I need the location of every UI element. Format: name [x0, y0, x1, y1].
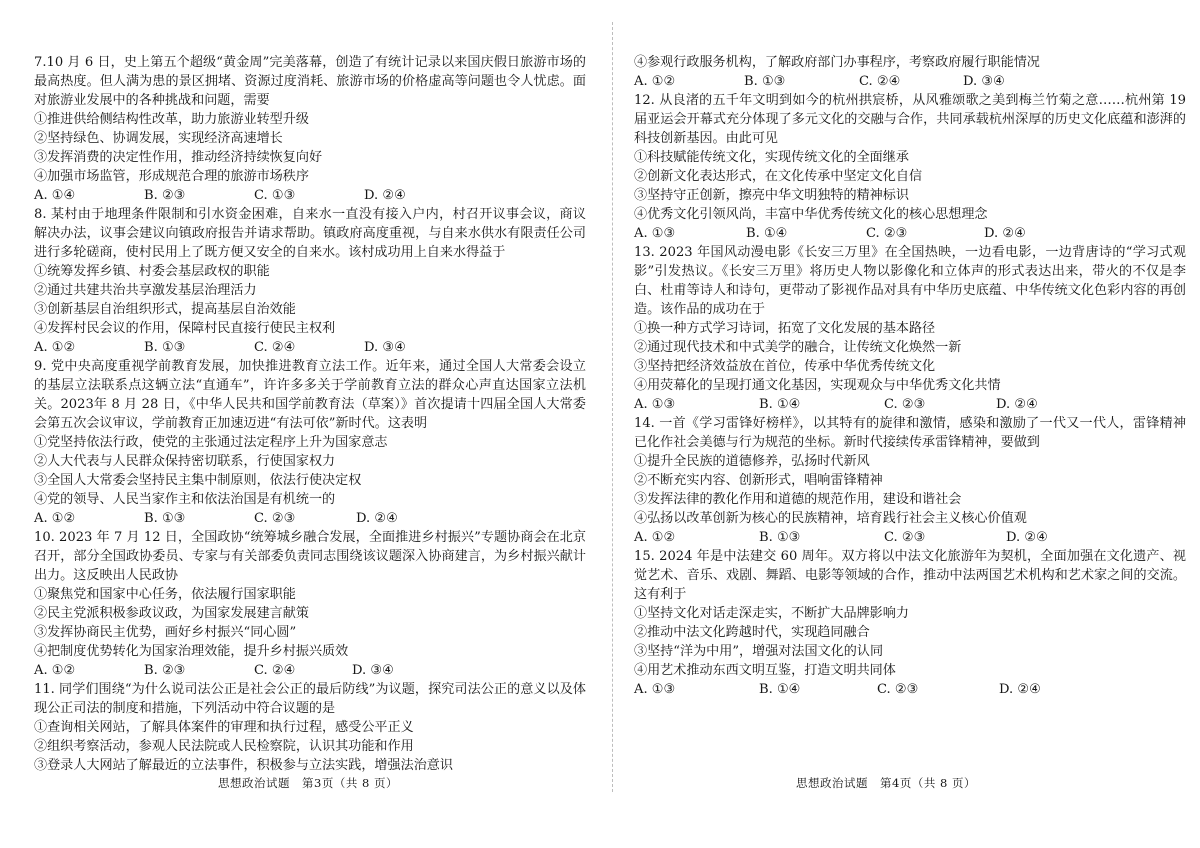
option-2: ②通过现代技术和中式美学的融合，让传统文化焕然一新: [634, 340, 962, 355]
choice-a: A. ①③: [634, 682, 676, 697]
question-10: [34, 528, 586, 680]
question-13: [634, 243, 1186, 414]
option-2: ②创新文化表达形式，在文化传承中坚定文化自信: [634, 169, 923, 184]
answer-choices: [634, 224, 1186, 243]
option-2: ②推动中法文化跨越时代，实现趋同融合: [634, 625, 870, 640]
option-3: ③坚持“洋为中用”，增强对法国文化的认同: [634, 644, 884, 659]
choice-c: C. ②④: [254, 340, 296, 355]
choice-b: B. ②③: [144, 188, 186, 203]
option-4: ④优秀文化引领风尚，丰富中华优秀传统文化的核心思想理念: [634, 207, 988, 222]
option-1: ①推进供给侧结构性改革，助力旅游业转型升级: [34, 112, 309, 127]
page-footer-right: 思想政治试题 第4页（共 8 页）: [796, 776, 976, 790]
option-4: ④党的领导、人民当家作主和依法治国是有机统一的: [34, 492, 336, 507]
question-14: [634, 414, 1186, 547]
option-2: ②民主党派积极参政议政，为国家发展建言献策: [34, 606, 309, 621]
choice-b: B. ①④: [759, 682, 801, 697]
choice-c: C. ②③: [866, 226, 908, 241]
option-4: ④加强市场监管，形成规范合理的旅游市场秩序: [34, 169, 309, 184]
option-2: ②人大代表与人民群众保持密切联系，行使国家权力: [34, 454, 336, 469]
choice-b: B. ①③: [144, 511, 186, 526]
choice-a: A. ①③: [634, 397, 676, 412]
option-4: ④弘扬以改革创新为核心的民族精神，培育践行社会主义核心价值观: [634, 511, 1027, 526]
question-7: [34, 53, 586, 205]
answer-choices: [634, 395, 1186, 414]
choice-d: D. ②④: [1006, 530, 1048, 545]
answer-choices: [634, 72, 1186, 91]
question-8: [34, 205, 586, 357]
answer-choices: [34, 338, 586, 357]
question-text: 10. 2023 年 7 月 12 日，全国政协“统筹城乡融合发展，全面推进乡村振兴”专题协商会在北京召开，部分全国政协委员、专家与有关部委负责同志围绕该议题深入协商建言，为乡村振兴献计出力。这反映出人民政协: [34, 530, 586, 583]
option-1: ①坚持文化对话走深走实，不断扩大品牌影响力: [634, 606, 909, 621]
right-column: [634, 53, 1186, 699]
choice-c: C. ②④: [254, 663, 296, 678]
choice-d: D. ②④: [364, 188, 406, 203]
option-1: ①科技赋能传统文化，实现传统文化的全面继承: [634, 150, 909, 165]
left-column: [34, 53, 586, 775]
choice-b: B. ①④: [746, 226, 788, 241]
option-3: ③登录人大网站了解最近的立法事件，积极参与立法实践，增强法治意识: [34, 758, 453, 773]
choice-c: C. ②④: [859, 74, 901, 89]
choice-d: D. ②④: [356, 511, 398, 526]
choice-b: B. ①③: [744, 74, 786, 89]
choice-c: C. ①③: [254, 188, 296, 203]
option-4: ④发挥村民会议的作用，保障村民直接行使民主权利: [34, 321, 336, 336]
question-text: 9. 党中央高度重视学前教育发展，加快推进教育立法工作。近年来，通过全国人大常委会设立的基层立法联系点这辆立法“直通车”，许许多多关于学前教育立法的群众心声直达国家立法机关。2023年 8 月 28 日，《中华人民共和国学前教育法（草案）》首次提请十四届全国人大常委会第五次会议审议，学前教育正加速迈进“有法可依”新时代。这表明: [34, 359, 586, 431]
question-text: 11. 同学们围绕“为什么说司法公正是社会公正的最后防线”为议题，探究司法公正的意义以及体现公正司法的制度和措施，下列活动中符合议题的是: [34, 682, 586, 716]
option-3: ③创新基层自治组织形式，提高基层自治效能: [34, 302, 296, 317]
choice-a: A. ①③: [634, 226, 676, 241]
answer-choices: [34, 509, 586, 528]
option-3: ③坚持守正创新，擦亮中华文明独特的精神标识: [634, 188, 909, 203]
option-2: ②不断充实内容、创新形式，唱响雷锋精神: [634, 473, 883, 488]
choice-d: D. ③④: [352, 663, 394, 678]
answer-choices: [634, 680, 1186, 699]
answer-choices: [34, 186, 586, 205]
column-divider: [612, 22, 614, 792]
question-11: [34, 680, 586, 775]
choice-d: D. ③④: [963, 74, 1005, 89]
option-4: ④用艺术推动东西文明互鉴，打造文明共同体: [634, 663, 896, 678]
question-text: 7.10 月 6 日，史上第五个超级“黄金周”完美落幕，创造了有统计记录以来国庆假日旅游市场的最高热度。但人满为患的景区拥堵、资源过度消耗、旅游市场的价格虚高等问题也令人忧虑。面对旅游业发展中的各种挑战和问题，需要: [34, 55, 586, 108]
option-4: ④把制度优势转化为国家治理效能，提升乡村振兴质效: [34, 644, 349, 659]
option-3: ③发挥协商民主优势，画好乡村振兴“同心圆”: [34, 625, 297, 640]
choice-d: D. ②④: [984, 226, 1026, 241]
choice-a: A. ①④: [34, 188, 76, 203]
choice-d: D. ②④: [999, 682, 1041, 697]
question-9: [34, 357, 586, 528]
choice-d: D. ②④: [996, 397, 1038, 412]
option-1: ①提升全民族的道德修养，弘扬时代新风: [634, 454, 870, 469]
option-2: ②组织考察活动，参观人民法院或人民检察院，认识其功能和作用: [34, 739, 414, 754]
question-text: 15. 2024 年是中法建交 60 周年。双方将以中法文化旅游年为契机，全面加强在文化遗产、视觉艺术、音乐、戏剧、舞蹈、电影等领域的合作，推动中法两国艺术机构和艺术家之间的交流。这有利于: [634, 549, 1186, 602]
choice-c: C. ②③: [877, 682, 919, 697]
option-2: ②坚持绿色、协调发展，实现经济高速增长: [34, 131, 283, 146]
choice-a: A. ①②: [34, 663, 76, 678]
option-1: ①换一种方式学习诗词，拓宽了文化发展的基本路径: [634, 321, 936, 336]
option-1: ①聚焦党和国家中心任务，依法履行国家职能: [34, 587, 296, 602]
option-1: ①党坚持依法行政，使党的主张通过法定程序上升为国家意志: [34, 435, 388, 450]
question-11-continued: [634, 53, 1186, 91]
question-15: [634, 547, 1186, 699]
choice-b: B. ①③: [759, 530, 801, 545]
question-text: 8. 某村由于地理条件限制和引水资金困难，自来水一直没有接入户内，村召开议事会议，商议解决办法，议事会建议向镇政府报告并请求帮助。镇政府高度重视，与自来水供水有限责任公司进行多轮磋商，使村民用上了既方便又安全的自来水。该村成功用上自来水得益于: [34, 207, 586, 260]
option-3: ③发挥消费的决定性作用，推动经济持续恢复向好: [34, 150, 323, 165]
question-text: 12. 从良渚的五千年文明到如今的杭州拱宸桥，从风雅颂歌之美到梅兰竹菊之意……杭州第 19 届亚运会开幕式充分体现了多元文化的交融与合作，共同承载杭州深厚的历史文化底蕴和澎湃的科技创新基因。由此可见: [634, 93, 1186, 146]
answer-choices: [634, 528, 1186, 547]
question-text: 13. 2023 年国风动漫电影《长安三万里》在全国热映，一边看电影，一边背唐诗的“学习式观影”引发热议。《长安三万里》将历史人物以影像化和立体声的形式表达出来，带火的不仅是李白、杜甫等诗人和诗句，更带动了影视作品对具有中华历史底蕴、中华传统文化色彩内容的再创造。该作品的成功在于: [634, 245, 1186, 317]
choice-b: B. ①③: [144, 340, 186, 355]
choice-c: C. ②③: [884, 397, 926, 412]
option-4: ④用荧幕化的呈现打通文化基因，实现观众与中华优秀文化共情: [634, 378, 1001, 393]
choice-c: C. ②③: [254, 511, 296, 526]
choice-d: D. ③④: [364, 340, 406, 355]
option-4: ④参观行政服务机构，了解政府部门办事程序，考察政府履行职能情况: [634, 55, 1040, 70]
choice-a: A. ①②: [34, 511, 76, 526]
choice-b: B. ①④: [759, 397, 801, 412]
option-1: ①查询相关网站，了解具体案件的审理和执行过程，感受公平正义: [34, 720, 414, 735]
choice-b: B. ②③: [144, 663, 186, 678]
question-text: 14. 一首《学习雷锋好榜样》，以其特有的旋律和激情，感染和激励了一代又一代人，雷锋精神已化作社会美德与行为规范的坐标。新时代接续传承雷锋精神，要做到: [634, 416, 1186, 450]
answer-choices: [34, 661, 586, 680]
choice-a: A. ①②: [634, 530, 676, 545]
option-1: ①统筹发挥乡镇、村委会基层政权的职能: [34, 264, 270, 279]
choice-c: C. ②③: [884, 530, 926, 545]
option-3: ③坚持把经济效益放在首位，传承中华优秀传统文化: [634, 359, 936, 374]
page-footer-left: 思想政治试题 第3页（共 8 页）: [218, 776, 398, 790]
option-2: ②通过共建共治共享激发基层治理活力: [34, 283, 257, 298]
option-3: ③全国人大常委会坚持民主集中制原则，依法行使决定权: [34, 473, 362, 488]
question-12: [634, 91, 1186, 243]
choice-a: A. ①②: [634, 74, 676, 89]
choice-a: A. ①②: [34, 340, 76, 355]
option-3: ③发挥法律的教化作用和道德的规范作用，建设和谐社会: [634, 492, 962, 507]
